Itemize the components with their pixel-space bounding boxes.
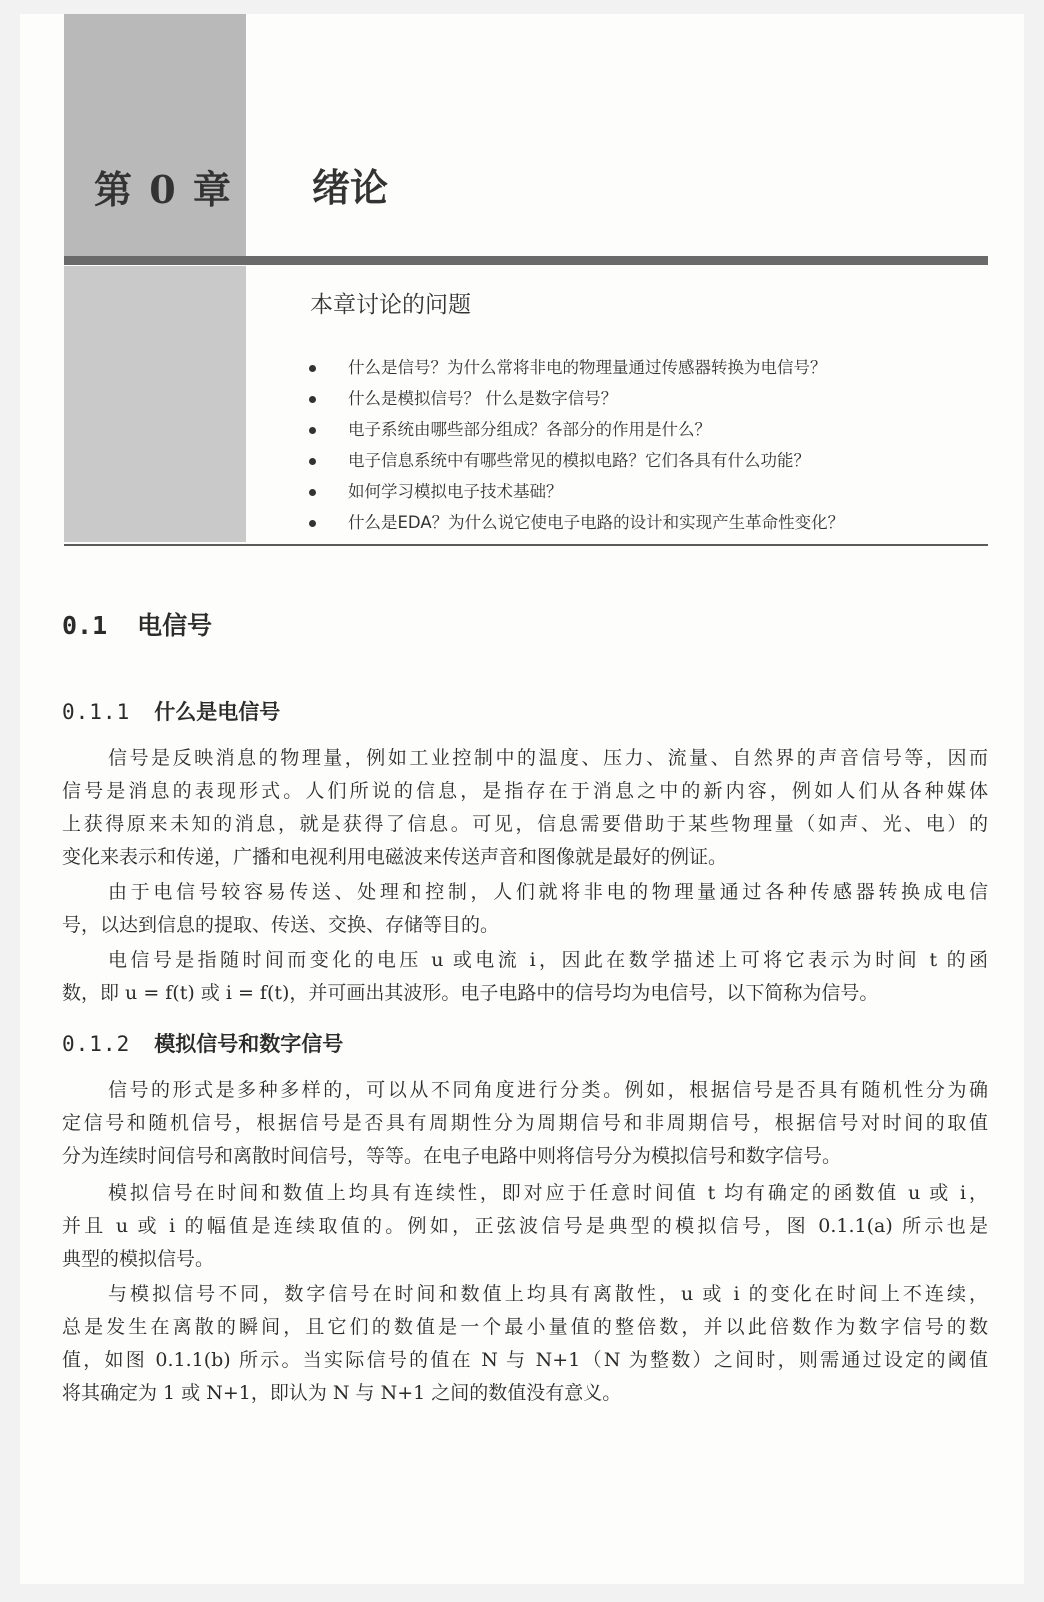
subsection-title: 什么是电信号 <box>154 699 281 724</box>
chapter-number: 第 0 章 <box>94 167 233 212</box>
chapter-divider <box>64 256 988 265</box>
section-number: 0.1 <box>62 611 108 640</box>
bullet-icon <box>309 396 316 403</box>
bullet-icon <box>309 427 316 434</box>
topic-item: 电子信息系统中有哪些常见的模拟电路？它们各具有什么功能？ <box>306 445 844 476</box>
topics-side-block <box>64 266 246 542</box>
topics-heading: 本章讨论的问题 <box>310 292 471 318</box>
topic-item: 什么是EDA？为什么说它使电子电路的设计和实现产生革命性变化？ <box>306 507 844 538</box>
paragraph: 电信号是指随时间而变化的电压 u 或电流 i，因此在数学描述上可将它表示为时间 t 的函 数，即 u = f(t) 或 i = f(t)，并可画出其波形。电子电路中的信号均为电信号，以下简称为信号。 <box>62 949 988 1004</box>
paragraph: 信号的形式是多种多样的，可以从不同角度进行分类。例如，根据信号是否具有随机性分为确 定信号和随机信号，根据信号是否具有周期性分为周期信号和非周期信号，根据信号对时间的取值 分为连续时间信号和离散时间信号，等等。在电子电路中则将信号分为模拟信号和数字信号。 <box>62 1079 988 1167</box>
topic-item: 电子系统由哪些部分组成？各部分的作用是什么？ <box>306 414 844 445</box>
topic-item: 如何学习模拟电子技术基础？ <box>306 476 844 507</box>
bullet-icon <box>309 365 316 372</box>
paragraph: 与模拟信号不同，数字信号在时间和数值上均具有离散性，u 或 i 的变化在时间上不连续， 总是发生在离散的瞬间，且它们的数值是一个最小量值的整倍数，并以此倍数作为数字信号的数 值，如图 0.1.1(b) 所示。当实际信号的值在 N 与 N+1（N 为整数）之间时，则需通过设定的阈值 将其确定为 1 或 N+1，即认为 N 与 N+1 之间的数值没有意义。 <box>62 1283 988 1404</box>
bullet-icon <box>309 520 316 527</box>
book-page <box>20 14 1024 1584</box>
chapter-title: 绪论 <box>312 166 389 210</box>
paragraph: 模拟信号在时间和数值上均具有连续性，即对应于任意时间值 t 均有确定的函数值 u 或 i， 并且 u 或 i 的幅值是连续取值的。例如，正弦波信号是典型的模拟信号，图 0.1.1(a) 所示也是 典型的模拟信号。 <box>62 1182 988 1270</box>
bullet-icon <box>309 489 316 496</box>
subsection-heading <box>62 1028 343 1058</box>
subsection-heading <box>62 696 280 726</box>
subsection-number: 0.1.1 <box>62 700 131 724</box>
paragraph: 信号是反映消息的物理量，例如工业控制中的温度、压力、流量、自然界的声音信号等，因而 信号是消息的表现形式。人们所说的信息，是指存在于消息之中的新内容，例如人们从各种媒体 上获得原来未知的消息，就是获得了信息。可见，信息需要借助于某些物理量（如声、光、电）的 变化来表示和传递，广播和电视利用电磁波来传送声音和图像就是最好的例证。 <box>62 747 988 868</box>
section-heading <box>62 606 212 642</box>
chapter-side-block <box>64 14 246 258</box>
topics-divider <box>64 544 988 546</box>
subsection-number: 0.1.2 <box>62 1032 131 1056</box>
subsection-title: 模拟信号和数字信号 <box>154 1031 344 1056</box>
topic-item: 什么是模拟信号？ 什么是数字信号？ <box>306 383 844 414</box>
topics-list <box>306 352 844 538</box>
bullet-icon <box>309 458 316 465</box>
topic-item: 什么是信号？为什么常将非电的物理量通过传感器转换为电信号？ <box>306 352 844 383</box>
section-title: 电信号 <box>137 611 213 640</box>
paragraph: 由于电信号较容易传送、处理和控制，人们就将非电的物理量通过各种传感器转换成电信 号，以达到信息的提取、传送、交换、存储等目的。 <box>62 881 988 936</box>
